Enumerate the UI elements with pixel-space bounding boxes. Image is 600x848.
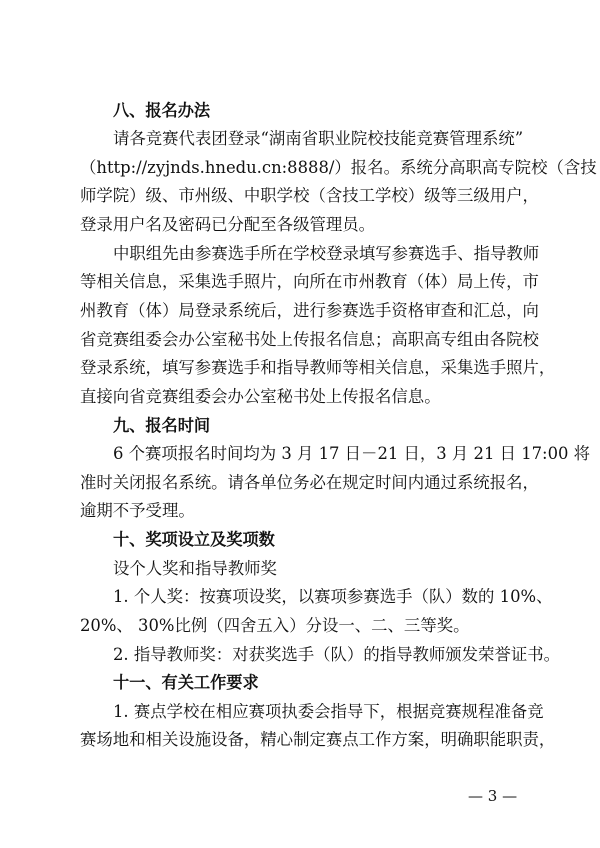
paragraph-line: 设个人奖和指导教师奖 — [113, 559, 277, 578]
paragraph-line: 准时关闭报名系统。请各单位务必在规定时间内通过系统报名， — [80, 473, 539, 492]
list-item-line: 20%、 30%比例（四舍五入）分设一、二、三等奖。 — [80, 616, 470, 635]
paragraph-line: 省竞赛组委会办公室秘书处上传报名信息；高职高专组由各院校 — [80, 330, 539, 349]
section-heading-awards: 十、奖项设立及奖项数 — [113, 530, 275, 549]
list-item-line: 1. 赛点学校在相应赛项执委会指导下，根据竞赛规程准备竞 — [113, 702, 544, 721]
list-item-line: 1. 个人奖：按赛项设奖，以赛项参赛选手（队）数的 10%、 — [113, 587, 553, 606]
page-number: — 3 — — [468, 787, 518, 805]
list-item-line: 2. 指导教师奖：对获奖选手（队）的指导教师颁发荣誉证书。 — [113, 645, 561, 664]
paragraph-line: 6 个赛项报名时间均为 3 月 17 日－21 日，3 月 21 日 17:00 将 — [113, 444, 591, 463]
section-heading-work-requirements: 十一、有关工作要求 — [113, 673, 259, 692]
paragraph-line: 中职组先由参赛选手所在学校登录填写参赛选手、指导教师 — [113, 244, 540, 263]
section-heading-registration-time: 九、报名时间 — [113, 416, 211, 435]
paragraph-line: 逾期不予受理。 — [80, 501, 195, 520]
paragraph-line: 直接向省竞赛组委会办公室秘书处上传报名信息。 — [80, 387, 441, 406]
list-item-line: 赛场地和相关设施设备，精心制定赛点工作方案，明确职能职责， — [80, 730, 556, 749]
paragraph-line: 州教育（体）局登录系统后，进行参赛选手资格审查和汇总，向 — [80, 301, 539, 320]
paragraph-line: （http://zyjnds.hnedu.cn:8888/）报名。系统分高职高专院校（含技 — [80, 158, 597, 177]
paragraph-line: 登录系统，填写参赛选手和指导教师等相关信息，采集选手照片， — [80, 358, 556, 377]
paragraph-line: 登录用户名及密码已分配至各级管理员。 — [80, 215, 376, 234]
paragraph-line: 师学院）级、市州级、中职学校（含技工学校）级等三级用户， — [80, 186, 539, 205]
paragraph-line: 请各竞赛代表团登录“湖南省职业院校技能竞赛管理系统” — [113, 129, 524, 148]
paragraph-line: 等相关信息，采集选手照片，向所在市州教育（体）局上传，市 — [80, 272, 539, 291]
section-heading-registration-method: 八、报名办法 — [113, 101, 211, 120]
